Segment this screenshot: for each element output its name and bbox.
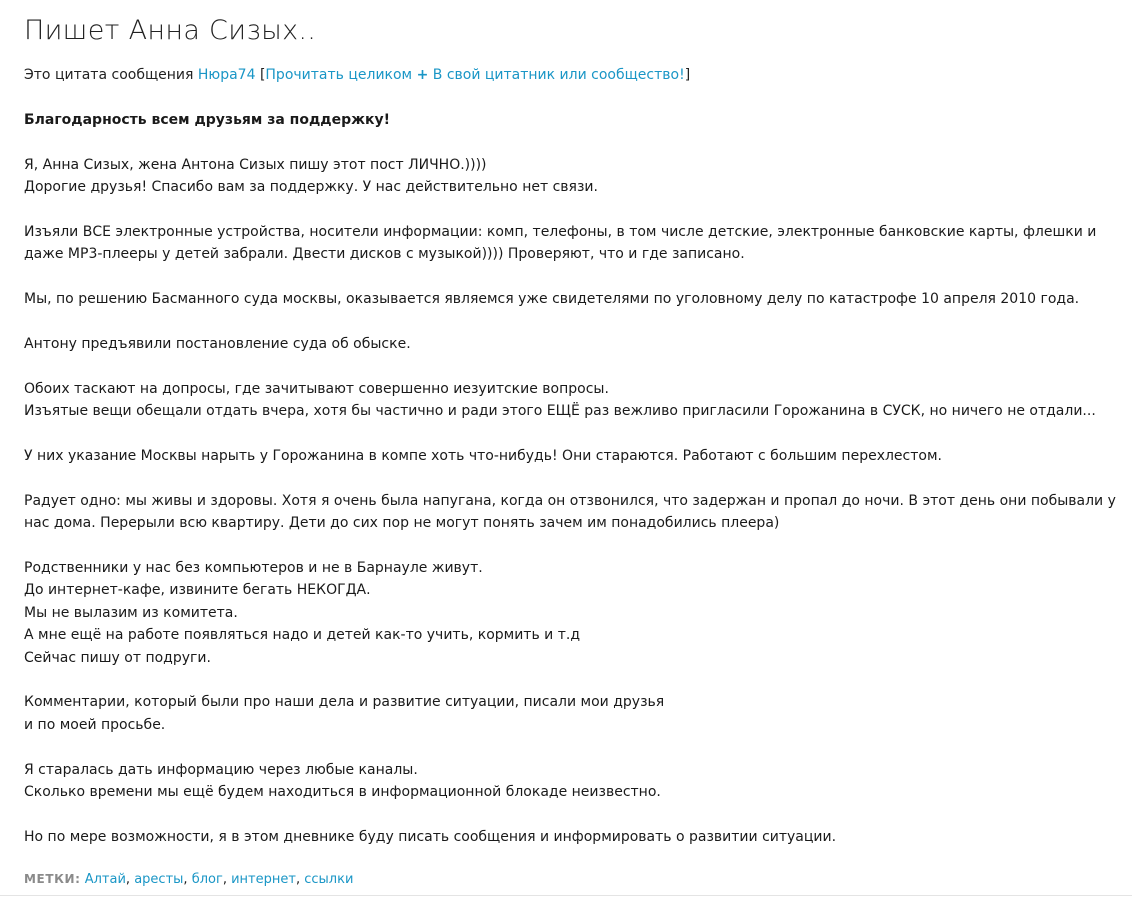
paragraph (24, 333, 1124, 355)
paragraph-list (24, 154, 1124, 848)
quote-source-line (24, 65, 1124, 85)
paragraph (24, 221, 1124, 266)
paragraph-line: Изъятые вещи обещали отдать вчера, хотя бы частично и ради этого ЕЩЁ раз вежливо пригласили Горожанина в СУСК, но ничего не отдали... (24, 403, 1096, 420)
paragraph-line: Дорогие друзья! Спасибо вам за поддержку. У нас действительно нет связи. (24, 179, 598, 196)
tag-list (85, 872, 354, 887)
paragraph (24, 826, 1124, 848)
paragraph-line: Мы, по решению Басманного суда москвы, оказывается являемся уже свидетелями по уголовному делу по катастрофе 10 апреля 2010 года. (24, 291, 1080, 308)
paragraph-line: Мы не вылазим из комитета. (24, 604, 238, 621)
paragraph-line: Но по мере возможности, я в этом дневнике буду писать сообщения и информировать о развитии ситуации. (24, 828, 837, 845)
paragraph-line: Сейчас пишу от подруги. (24, 649, 211, 666)
post-container (24, 0, 1124, 887)
paragraph-line: Антону предъявили постановление суда об обыске. (24, 336, 411, 352)
paragraph-line: До интернет-кафе, извините бегать НЕКОГДА. (24, 582, 371, 599)
tag-link[interactable]: блог (191, 872, 223, 887)
tag-separator: , (295, 872, 301, 887)
bracket-open: [ (259, 67, 266, 83)
paragraph-line: Сколько времени мы ещё будем находиться в информационной блокаде неизвестно. (24, 784, 661, 801)
author-link[interactable]: Нюра74 (197, 67, 256, 83)
paragraph-line: Изъяли ВСЕ электронные устройства, носители информации: комп, телефоны, в том числе детские, электронные банковские карты, флешки и (24, 224, 1097, 240)
paragraph-line: Родственники у нас без компьютеров и не в Барнауле живут. (24, 560, 483, 576)
quote-prefix: Это цитата сообщения (24, 67, 194, 83)
paragraph (24, 445, 1124, 467)
bracket-close: ] (684, 67, 691, 83)
paragraph (24, 288, 1124, 310)
paragraph-line: даже МР3-плееры у детей забрали. Двести дисков с музыкой)))) Проверяют, что и где записано. (24, 246, 745, 263)
paragraph (24, 378, 1124, 423)
tag-separator: , (125, 872, 131, 887)
tag-link[interactable]: аресты (134, 872, 184, 887)
tag-separator: , (183, 872, 188, 887)
paragraph (24, 490, 1124, 535)
post-body (24, 109, 1124, 848)
paragraph-line: Обоих таскают на допросы, где зачитывают совершенно иезуитские вопросы. (24, 380, 609, 397)
paragraph-line: У них указание Москвы нарыть у Горожанина в компе хоть что-нибудь! Они стараются. Работают с большим перехлестом. (24, 448, 942, 464)
tags-label: МЕТКИ: (24, 872, 81, 886)
tag-link[interactable]: Алтай (84, 872, 126, 887)
paragraph-line: Комментарии, который были про наши дела и развитие ситуации, писали мои друзья (24, 694, 665, 711)
paragraph-line: нас дома. Перерыли всю квартиру. Дети до сих пор не могут понять зачем им понадобились плеера) (24, 515, 780, 532)
paragraph (24, 557, 1124, 669)
paragraph-line: Я старалась дать информацию через любые каналы. (24, 761, 418, 778)
paragraph (24, 691, 1124, 736)
tags-row (24, 870, 353, 889)
post-title: Пишет Анна Сизых.. (24, 15, 317, 46)
paragraph-line: и по моей просьбе. (24, 716, 166, 733)
plus-icon[interactable]: + (416, 67, 429, 83)
tag-separator: , (222, 872, 227, 887)
paragraph-line: А мне ещё на работе появляться надо и детей как-то учить, кормить и т.д (24, 627, 580, 644)
tag-link[interactable]: интернет (231, 872, 296, 887)
paragraph-line: Радует одно: мы живы и здоровы. Хотя я очень была напугана, когда он отзвонился, что задержан и пропал до ночи. В этот день они побывали у (24, 492, 1116, 509)
divider (0, 895, 1132, 896)
post-heading: Благодарность всем друзьям за поддержку! (24, 112, 391, 128)
paragraph (24, 759, 1124, 804)
read-full-link[interactable]: Прочитать целиком (265, 67, 413, 83)
paragraph-line: Я, Анна Сизых, жена Антона Сизых пишу этот пост ЛИЧНО.)))) (24, 156, 487, 173)
tag-link[interactable]: ссылки (304, 872, 354, 887)
paragraph (24, 154, 1124, 199)
add-to-quotebook-link[interactable]: В свой цитатник или сообщество! (432, 67, 685, 83)
